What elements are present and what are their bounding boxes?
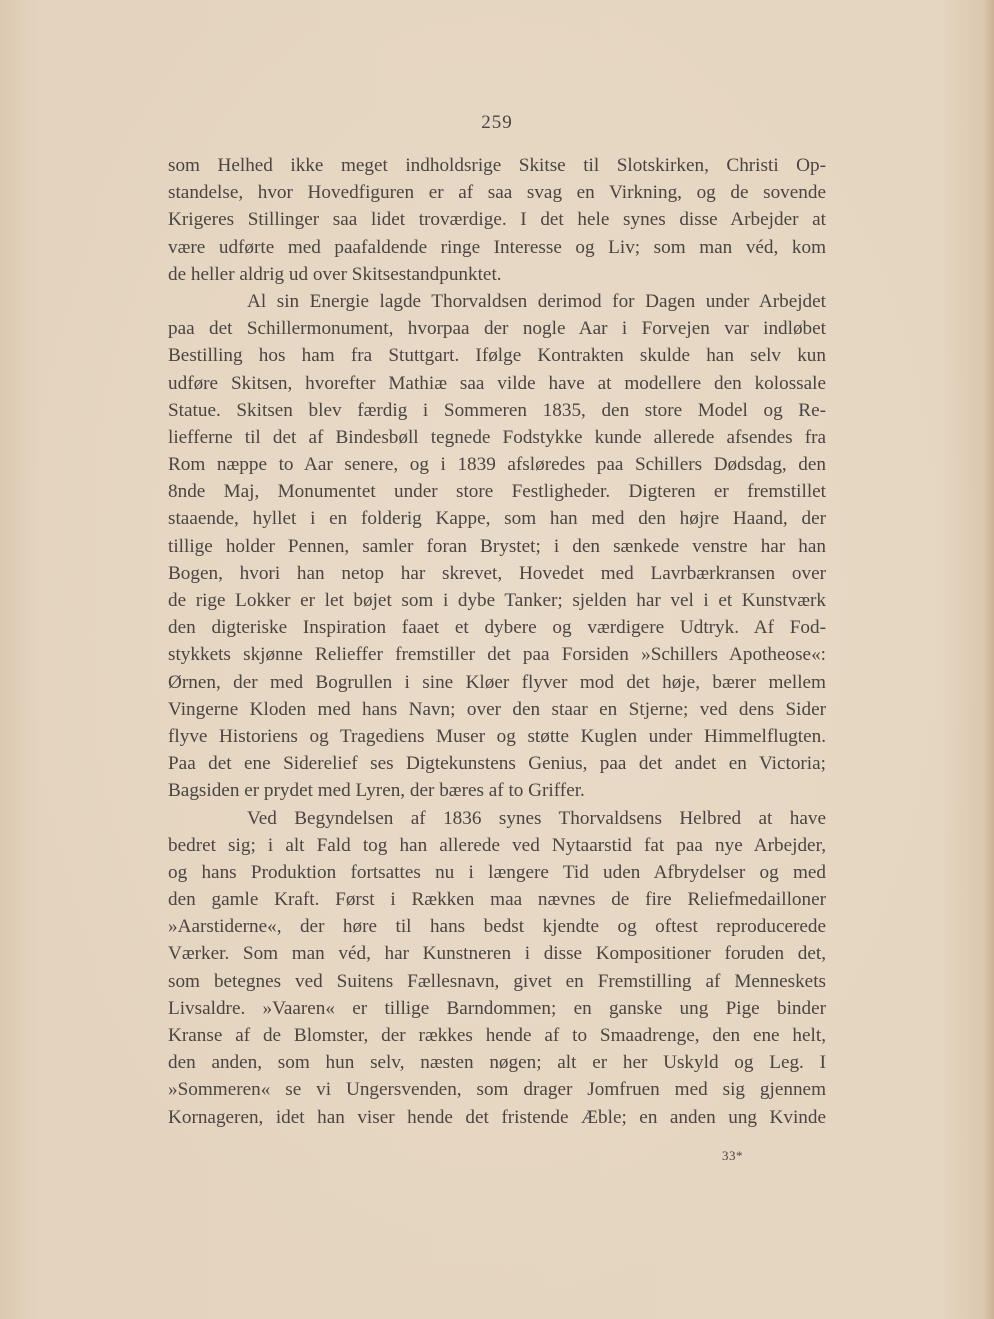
text-line: Ørnen, der med Bogrullen i sine Kløer flyver mod det høje, bærer mellem [168,671,826,693]
text-line: som Helhed ikke meget indholdsrige Skitse til Slotskirken, Christi Op- [168,155,826,176]
text-line: standelse, hvor Hovedfiguren er af saa svag en Virkning, og de sovende [168,182,826,204]
text-line: paa det Schillermonument, hvorpaa der nogle Aar i Forvejen var indløbet [168,318,826,340]
text-line: Paa det ene Siderelief ses Digtekunstens Genius, paa det andet en Victoria; [168,753,826,775]
text-line: Statue. Skitsen blev færdig i Sommeren 1835, den store Model og Re- [168,399,826,421]
text-line: og hans Produktion fortsattes nu i længere Tid uden Afbrydelser og med [168,861,826,883]
page-number: 259 [481,112,513,133]
text-line: den anden, som hun selv, næsten nøgen; alt er her Uskyld og Leg. I [168,1052,826,1074]
text-line: som betegnes ved Suitens Fællesnavn, givet en Fremstilling af Menneskets [168,970,826,992]
text-line: Krigeres Stillinger saa lidet troværdige. I det hele synes disse Arbejder at [168,209,826,231]
signature-mark: 33* [722,1148,743,1163]
text-line: Bogen, hvori han netop har skrevet, Hovedet med Lavrbærkransen over [168,562,826,584]
body-text [168,152,826,1131]
text-line: stykkets skjønne Relieffer fremstiller det paa Forsiden »Schillers Apotheose«: [168,644,826,666]
text-line: den digteriske Inspiration faaet et dybere og værdigere Udtryk. Af Fod- [168,617,826,639]
page-edge-shadow [984,0,994,1319]
text-line: »Sommeren« se vi Ungersvenden, som drager Jomfruen med sig gjennem [168,1079,826,1101]
text-line: Rom næppe to Aar senere, og i 1839 afsløredes paa Schillers Dødsdag, den [168,454,826,476]
text-line: være udførte med paafaldende ringe Interesse og Liv; som man véd, kom [168,236,826,258]
text-line: Værker. Som man véd, har Kunstneren i disse Kompositioner foruden det, [168,943,826,965]
text-line: Livsaldre. »Vaaren« er tillige Barndommen; en ganske ung Pige binder [168,997,826,1019]
text-line: udføre Skitsen, hvorefter Mathiæ saa vilde have at modellere den kolossale [168,372,826,394]
text-line: Kranse af de Blomster, der rækkes hende af to Smaadrenge, den ene helt, [168,1025,826,1046]
text-line: Bestilling hos ham fra Stuttgart. Ifølge Kontrakten skulde han selv kun [168,345,826,367]
text-line: »Aarstiderne«, der høre til hans bedst kjendte og oftest reproducerede [168,916,826,938]
text-line: Ved Begyndelsen af 1836 synes Thorvaldsens Helbred at have [247,807,826,829]
text-line: tillige holder Pennen, samler foran Brystet; i den sænkede venstre har han [168,535,826,557]
text-line: Vingerne Kloden med hans Navn; over den staar en Stjerne; ved dens Sider [168,698,826,720]
text-line: flyve Historiens og Tragediens Muser og støtte Kuglen under Himmelflugten. [168,725,826,747]
text-line: de rige Lokker er let bøjet som i dybe Tanker; sjelden har vel i et Kunstværk [168,590,826,611]
text-line: bedret sig; i alt Fald tog han allerede ved Nytaarstid fat paa nye Arbejder, [168,834,826,856]
text-line: 8nde Maj, Monumentet under store Festligheder. Digteren er fremstillet [168,481,826,503]
text-line: de heller aldrig ud over Skitsestandpunktet. [168,263,502,285]
text-line: Bagsiden er prydet med Lyren, der bæres af to Griffer. [168,780,585,802]
text-line: den gamle Kraft. Først i Rækken maa nævnes de fire Reliefmedailloner [168,889,826,911]
text-line: Al sin Energie lagde Thorvaldsen derimod for Dagen under Arbejdet [247,290,826,312]
text-line: Kornageren, idet han viser hende det fristende Æble; en anden ung Kvinde [168,1106,826,1128]
text-line: staaende, hyllet i en folderig Kappe, som han med den højre Haand, der [168,508,826,530]
text-line: liefferne til det af Bindesbøll tegnede Fodstykke kunde allerede afsendes fra [168,426,826,448]
